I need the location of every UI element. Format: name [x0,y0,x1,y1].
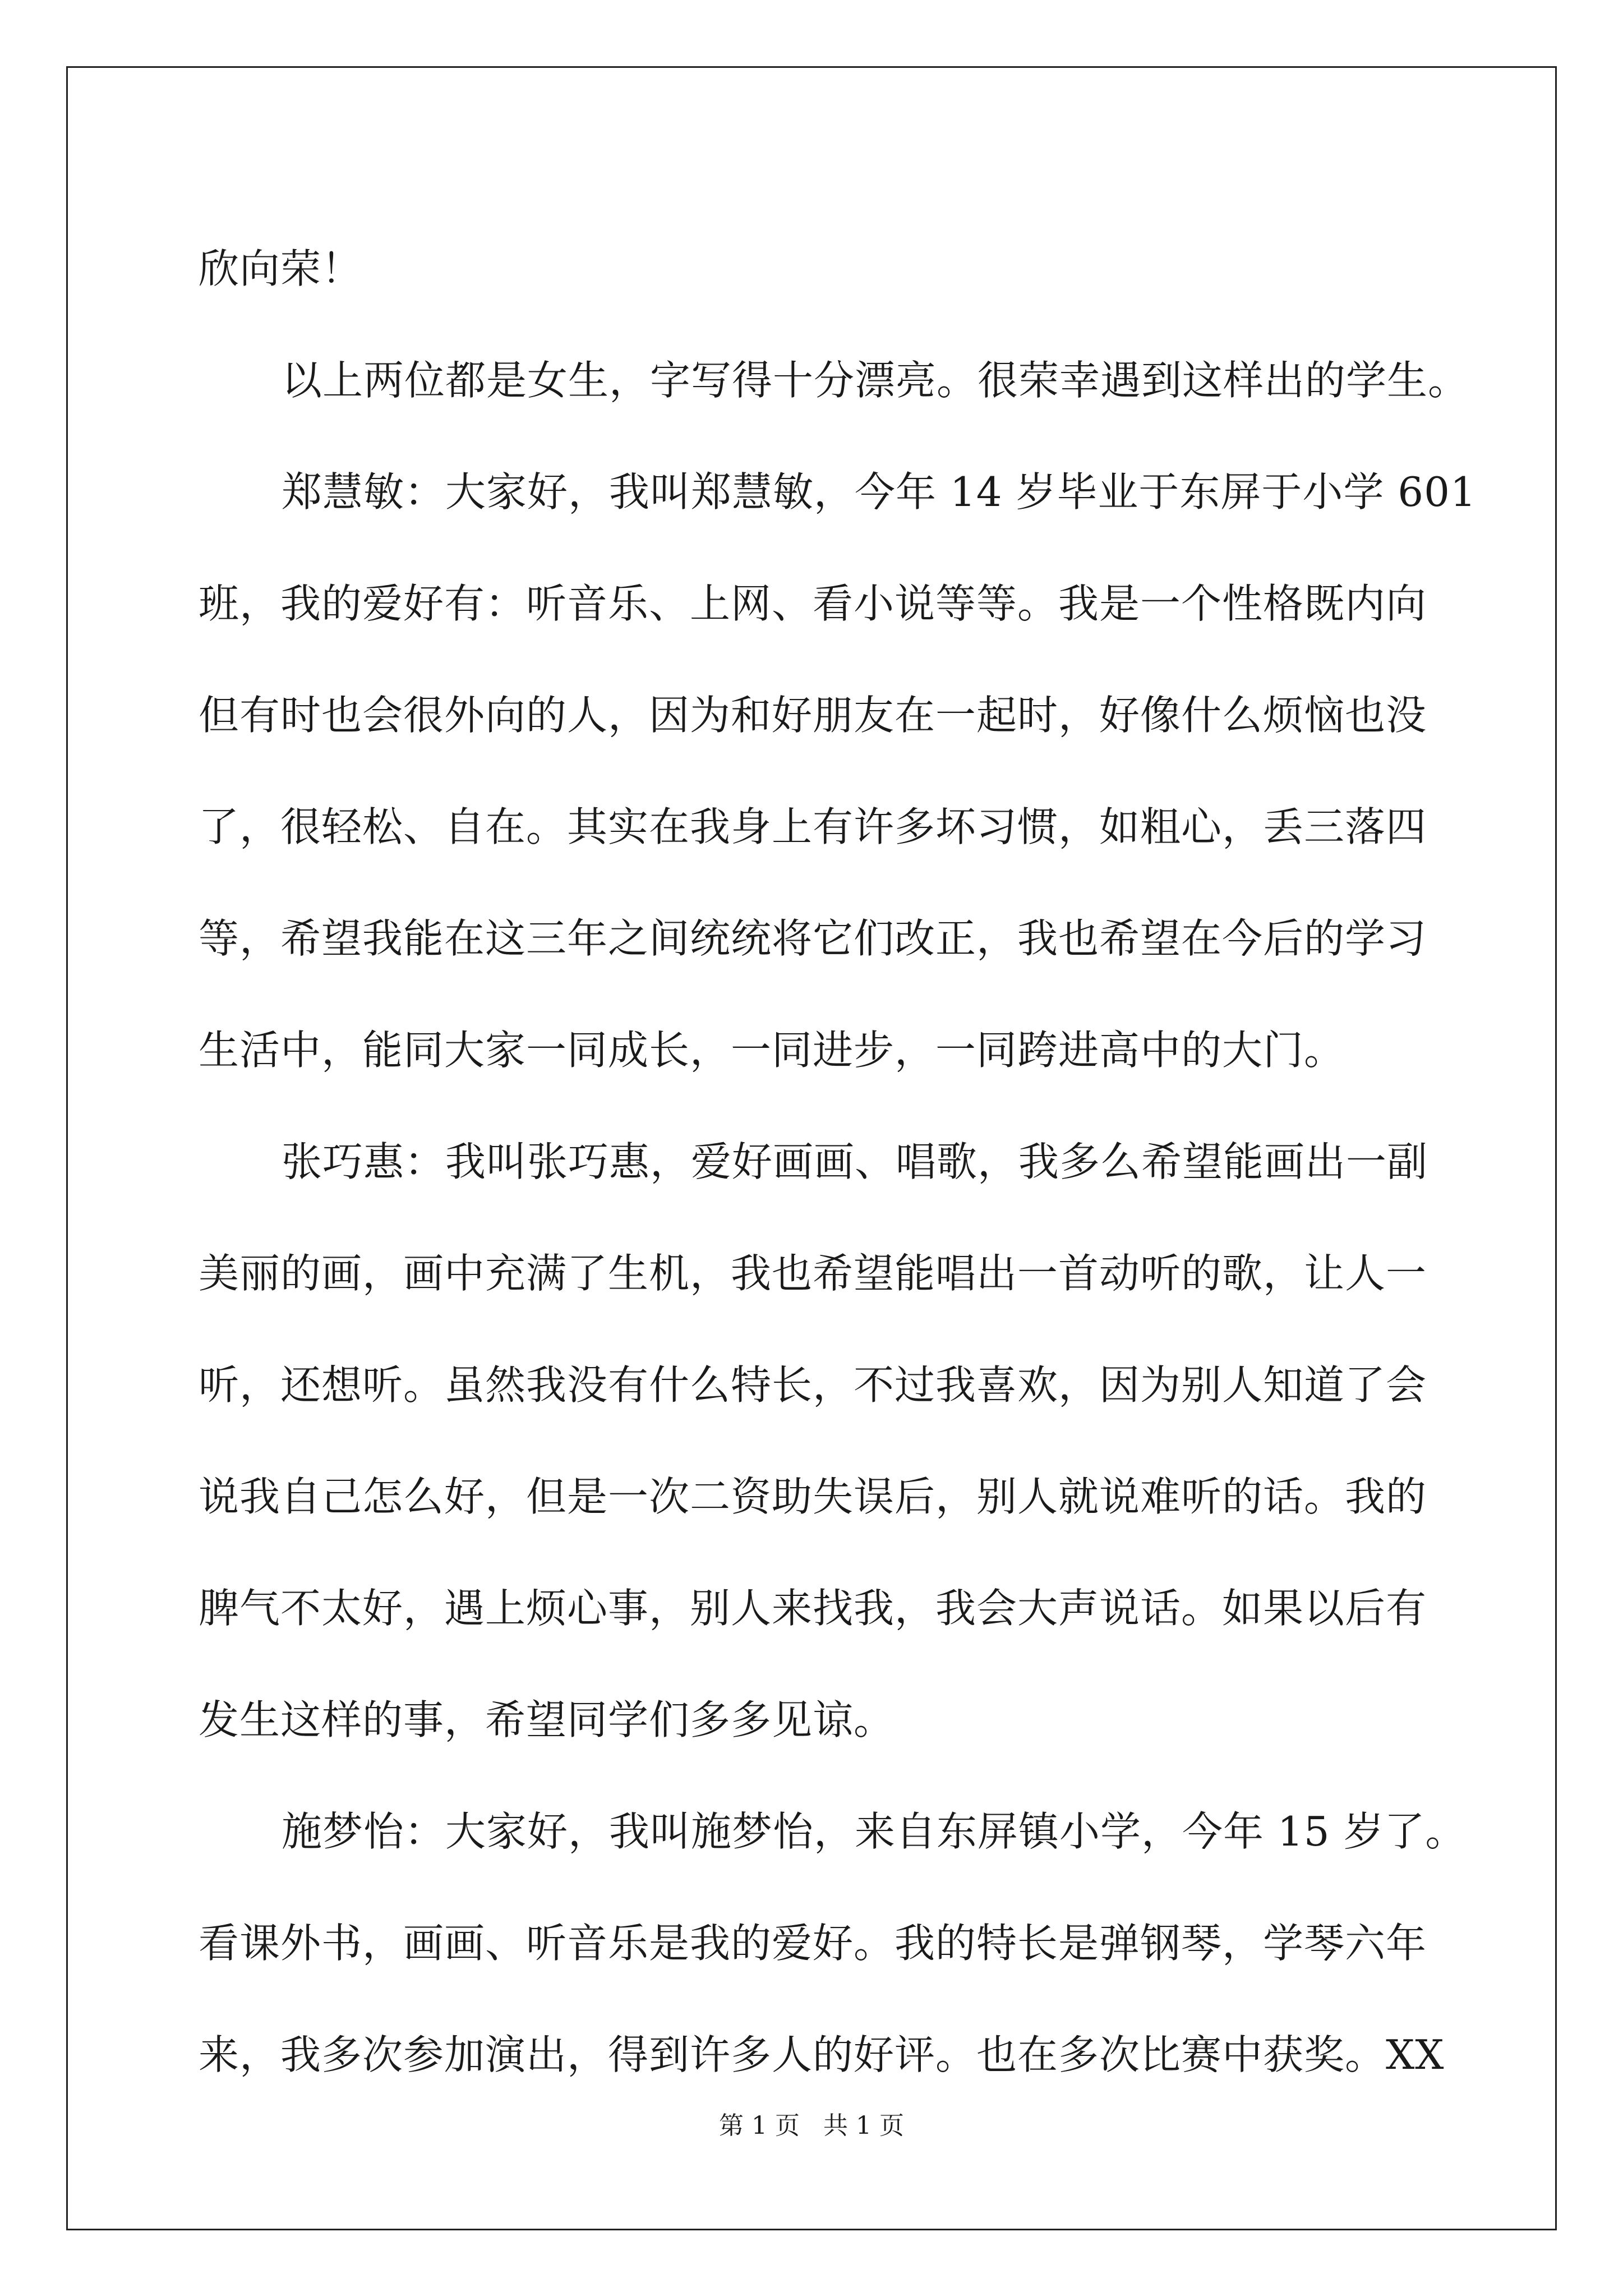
text-line: 美丽的画，画中充满了生机，我也希望能唱出一首动听的歌，让人一 [199,1250,1427,1297]
text-line: 发生这样的事，希望同学们多多见谅。 [199,1696,895,1743]
text-line: 郑慧敏：大家好，我叫郑慧敏，今年 14 岁毕业于东屏于小学 601 [282,468,1477,516]
text-line: 生活中，能同大家一同成长，一同进步，一同跨进高中的大门。 [199,1027,1345,1074]
text-line: 但有时也会很外向的人，因为和好朋友在一起时，好像什么烦恼也没 [199,692,1427,739]
text-line: 施梦怡：大家好，我叫施梦怡，来自东屏镇小学，今年 15 岁了。 [282,1808,1467,1855]
document-body [199,213,1477,2111]
text-line: 脾气不太好，遇上烦心事，别人来找我，我会大声说话。如果以后有 [199,1585,1427,1632]
text-line: 欣向荣！ [199,245,363,292]
page-footer: 第 1 页 共 1 页 [719,2111,904,2140]
text-line: 听，还想听。虽然我没有什么特长，不过我喜欢，因为别人知道了会 [199,1361,1427,1409]
text-line: 班，我的爱好有：听音乐、上网、看小说等等。我是一个性格既内向 [199,580,1427,627]
text-line: 说我自己怎么好，但是一次二资助失误后，别人就说难听的话。我的 [199,1473,1427,1520]
text-line: 张巧惠：我叫张巧惠，爱好画画、唱歌，我多么希望能画出一副 [282,1138,1428,1185]
text-line: 了，很轻松、自在。其实在我身上有许多坏习惯，如粗心，丢三落四 [199,803,1427,850]
text-line: 等，希望我能在这三年之间统统将它们改正，我也希望在今后的学习 [199,915,1427,962]
text-line: 来，我多次参加演出，得到许多人的好评。也在多次比赛中获奖。XX [199,2031,1445,2078]
text-line: 以上两位都是女生，字写得十分漂亮。很荣幸遇到这样出的学生。 [282,357,1469,404]
text-line: 看课外书，画画、听音乐是我的爱好。我的特长是弹钢琴，学琴六年 [199,1920,1427,1967]
